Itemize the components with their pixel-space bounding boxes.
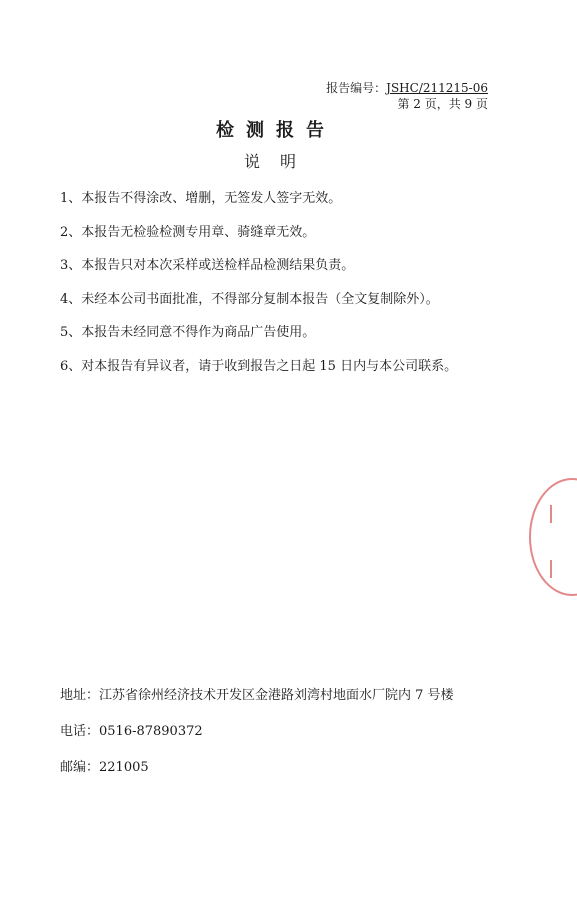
page-indicator: 第 2 页，共 9 页: [397, 97, 488, 111]
seal-fragment: [550, 560, 564, 578]
perforation-seal-stamp: [529, 478, 577, 596]
postcode-line: 邮编：221005: [60, 760, 149, 775]
terms-list: [60, 189, 520, 390]
report-number-value: JSHC/211215-06: [386, 81, 488, 95]
report-number: [300, 80, 488, 96]
terms-item-6: 6、对本报告有异议者，请于收到报告之日起 15 日内与本公司联系。: [60, 358, 458, 374]
terms-item-4: 4、未经本公司书面批准，不得部分复制本报告（全文复制除外）。: [60, 291, 439, 307]
section-heading: 说明: [243, 152, 316, 171]
terms-item-5: 5、本报告未经同意不得作为商品广告使用。: [60, 325, 316, 340]
terms-item-2: 2、本报告无检验检测专用章、骑缝章无效。: [60, 224, 316, 240]
terms-item-3: 3、本报告只对本次采样或送检样品检测结果负责。: [60, 258, 355, 273]
terms-item-1: 1、本报告不得涂改、增删，无签发人签字无效。: [60, 191, 342, 206]
document-title: 检测报告: [216, 120, 336, 141]
address-line: 地址：江苏省徐州经济技术开发区金港路刘湾村地面水厂院内 7 号楼: [60, 688, 454, 703]
contact-info: [60, 686, 500, 794]
report-number-label: 报告编号：: [326, 81, 387, 95]
phone-line: 电话：0516-87890372: [60, 724, 203, 739]
seal-fragment: [550, 505, 564, 523]
